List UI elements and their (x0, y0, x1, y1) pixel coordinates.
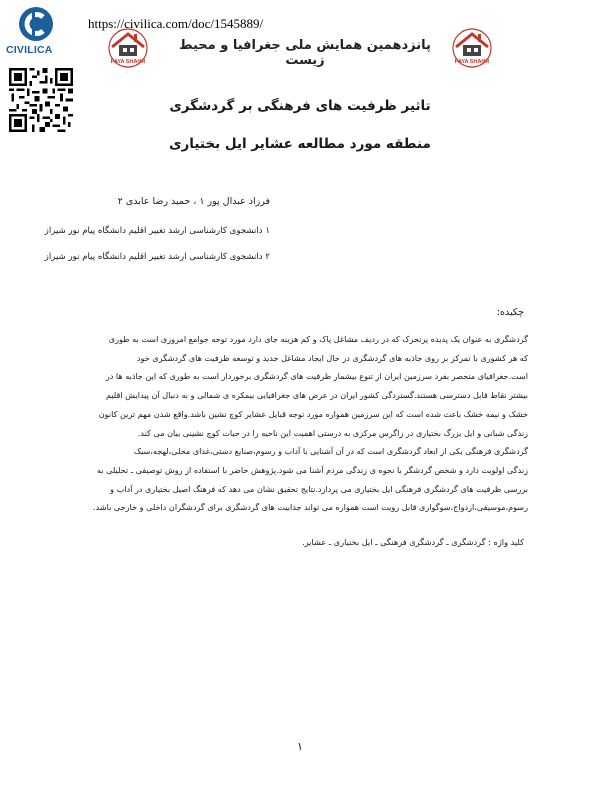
abstract-line: بیشتر نقاط قابل دسترسی هستند.گستردگی کشور ایران در عرض های جغرافیایی بیمکره ی شمالی و به دنبال آن پیدایش اقلیم (105, 390, 528, 401)
paper-title-line-2: منطقه مورد مطالعه عشایر ایل بختیاری (169, 136, 431, 152)
badge-right-text: PAYA SHAHR (454, 59, 490, 65)
abstract-line: گردشگری به عنوان یک پدیده پرتحرک که در ردیف مشاغل پاک و کم هزینه جای دارد مورد توجه جوامع امروزی است به طوری (108, 334, 528, 344)
abstract-line: که هر کشوری با تمرکز بر روی جاذبه های گردشگری در حال ایجاد مشاغل جدید و توسعه ظرفیت های گردشگری خود (136, 352, 528, 363)
conference-title: پانزدهمین همایش ملی جغرافیا و محیط زیست (179, 38, 431, 68)
abstract-line: خشک و نیمه خشک باعث شده است که این سرزمین همواره مورد توجه قبایل عشایر کوچ نشین باشد.واقع شدن مهم ترین کانون (98, 408, 528, 419)
abstract-line: زندگی شبانی و ایل بزرگ بختیاری در زاگرس مرکزی به درستی اهمیت این ناحیه را در حیات کوچ نشینی بیان می کند. (137, 427, 528, 438)
document-url[interactable]: https://civilica.com/doc/1545889/ (88, 16, 264, 31)
page-number: ۱ (297, 740, 303, 753)
house-icon (447, 26, 497, 68)
paper-title-line-1: تاثیر ظرفیت های فرهنگی بر گردشگری (169, 98, 431, 114)
abstract-line: رسوم،موسیقی،ازدواج،سوگواری قابل رویت است همواره می تواند جذابیت های گردشگری برای گردشگران داخلی و خارجی باشد. (93, 502, 528, 513)
abstract-body (72, 330, 528, 517)
authors: فرزاد عبدال پور ۱ ، حمید رضا عابدی ۲ (117, 196, 270, 207)
abstract-heading: چکیده: (496, 307, 524, 318)
conference-logo-left (103, 26, 153, 68)
abstract-line: زندگی اولویت دارد و شخص گردشگر با نحوه ی زندگی مردم آشنا می شود.پژوهش حاضر با استفاده از روش توصیفی ـ تحلیلی به (96, 464, 528, 475)
badge-left-text: PAYA SHAHR (110, 59, 146, 65)
affiliation-2: ۲ دانشجوی کارشناسی ارشد تغییر اقلیم دانشگاه پیام نور شیراز (44, 252, 270, 262)
conference-logo-right (447, 26, 497, 68)
abstract-line: گردشگری فرهنگی یکی از ابعاد گردشگری است که در آن آشنایی با آداب و رسوم،صنایع دستی،غذای محلی،لهجه،سبک (133, 446, 528, 457)
keywords: کلید واژه : گردشگری ـ گردشگری فرهنگی ـ ایل بختیاری ـ عشایر. (302, 537, 524, 547)
house-icon (103, 26, 153, 68)
civilica-logo[interactable] (6, 6, 62, 64)
affiliation-1: ۱ دانشجوی کارشناسی ارشد تغییر اقلیم دانشگاه پیام نور شیراز (44, 226, 270, 236)
abstract-line: بررسی ظرفیت های گردشگری فرهنگی ایل بختیاری می پردازد.نتایج تحقیق نشان می دهد که فرهنگ اصیل بختیاری در آداب و (110, 483, 528, 494)
civilica-logo-text: CIVILICA (6, 44, 53, 56)
civilica-logo-icon (18, 6, 54, 42)
abstract-line: است.جغرافیای منحصر بفرد سرزمین ایران از تنوع بیشمار ظرفیت های گردشگری برخوردار است به طوری که این جاذبه ها در (105, 371, 528, 382)
qr-code-icon (9, 68, 73, 132)
